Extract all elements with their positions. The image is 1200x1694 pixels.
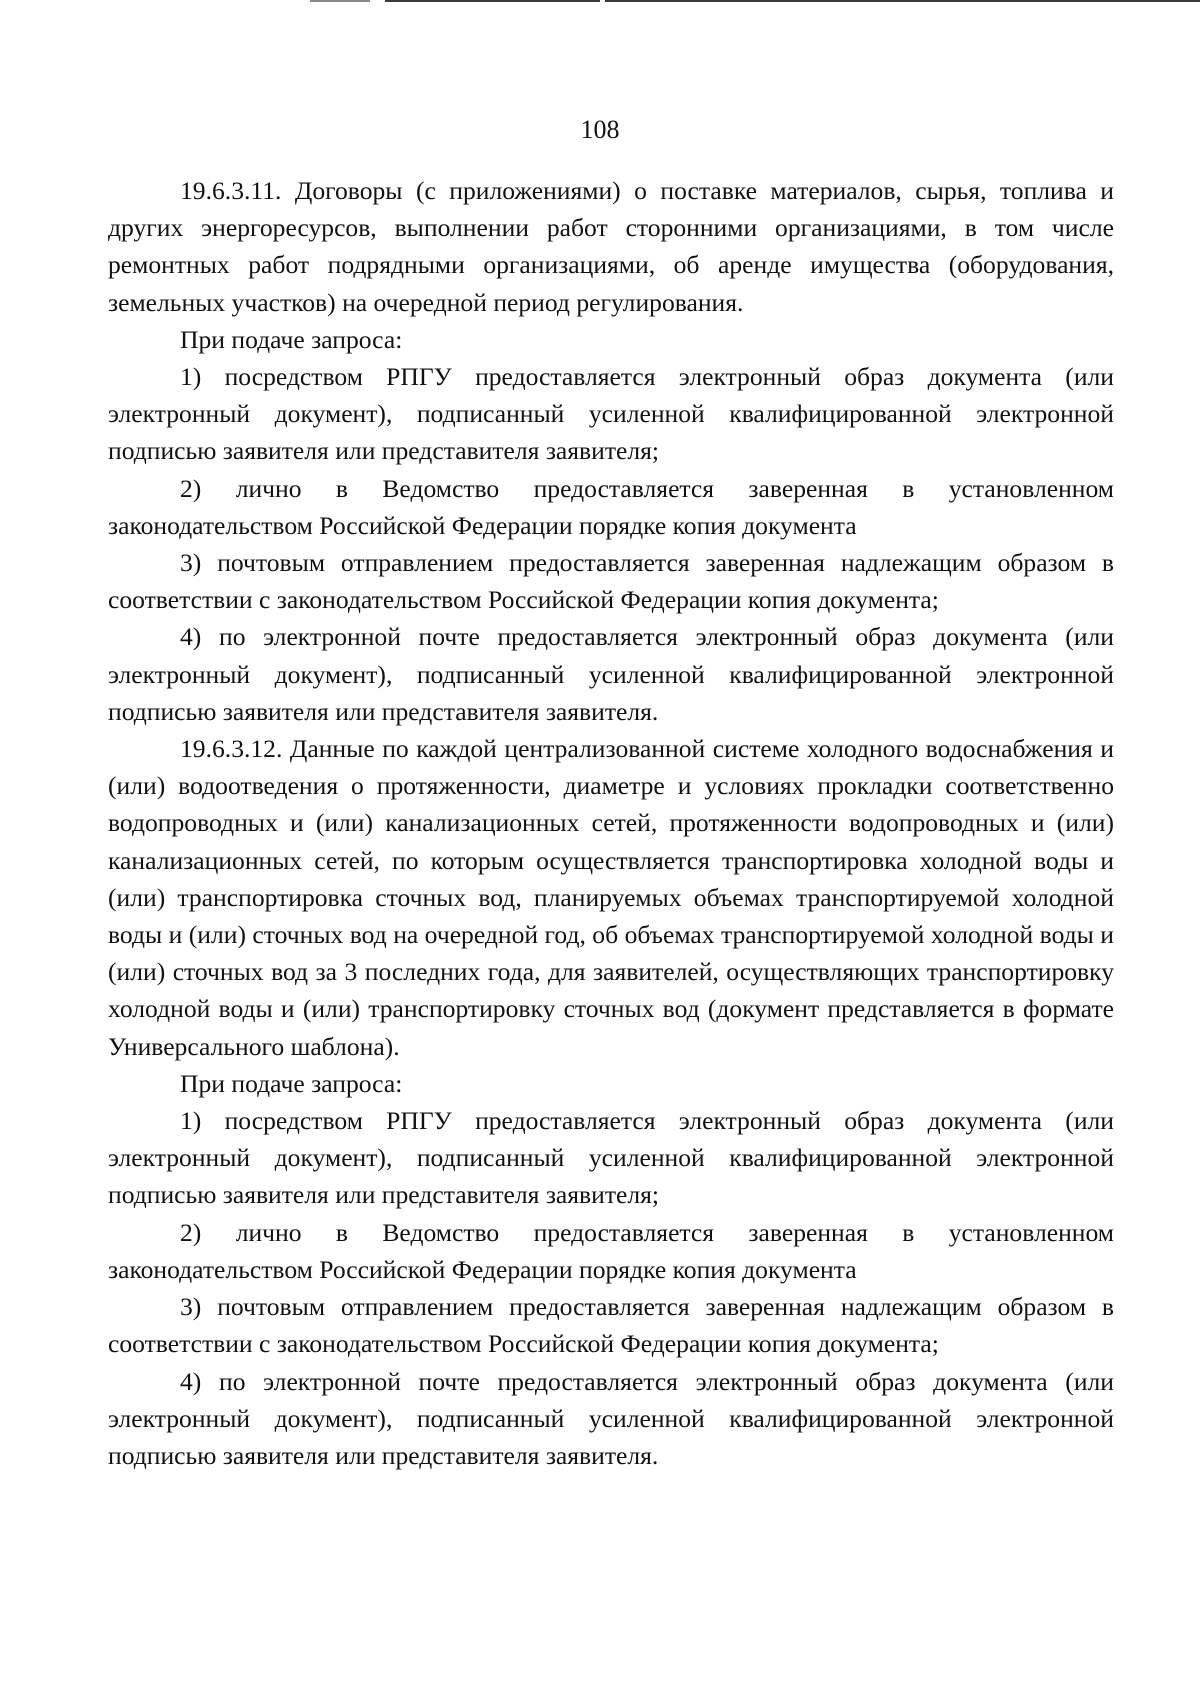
paragraph-request-intro: При подаче запроса: [180, 324, 403, 354]
document-body [108, 172, 1114, 1474]
page-number: 108 [580, 115, 620, 144]
list-item-postal: 3) почтовым отправлением предоставляется заверенная надлежащим образом в соответствии с законодательством Российской Федерации копия документа; [108, 1292, 1114, 1359]
list-item-rpgu: 1) посредством РПГУ предоставляется электронный образ документа (или электронный документ), подписанный усиленной квалифицированной электронной подписью заявителя или представителя заявителя; [108, 1106, 1114, 1210]
scan-edge-line [605, 0, 1200, 2]
list-item-in-person: 2) лично в Ведомство предоставляется заверенная в установленном законодательством Российской Федерации порядке копия документа [108, 473, 1114, 540]
scan-edge-line [385, 0, 600, 2]
list-item-postal: 3) почтовым отправлением предоставляется заверенная надлежащим образом в соответствии с законодательством Российской Федерации копия документа; [108, 548, 1114, 615]
list-item-rpgu: 1) посредством РПГУ предоставляется электронный образ документа (или электронный документ), подписанный усиленной квалифицированной электронной подписью заявителя или представителя заявителя; [108, 362, 1114, 466]
paragraph-19-6-3-11: 19.6.3.11. Договоры (с приложениями) о поставке материалов, сырья, топлива и других энергоресурсов, выполнении работ сторонними организациями, в том числе ремонтных работ подрядными организациями, об аренде имущества (оборудования, земельных участков) на очередной период регулирования. [108, 176, 1114, 317]
scan-edge-line [310, 0, 370, 2]
list-item-in-person: 2) лично в Ведомство предоставляется заверенная в установленном законодательством Российской Федерации порядке копия документа [108, 1217, 1114, 1284]
list-item-email: 4) по электронной почте предоставляется электронный образ документа (или электронный документ), подписанный усиленной квалифицированной электронной подписью заявителя или представителя заявителя. [108, 622, 1114, 726]
paragraph-request-intro: При подаче запроса: [180, 1068, 403, 1098]
paragraph-19-6-3-12: 19.6.3.12. Данные по каждой централизованной системе холодного водоснабжения и (или) водоотведения о протяженности, диаметре и условиях прокладки соответственно водопроводных и (или) канализационных сетей, протяженности водопроводных и (или) канализационных сетей, по которым осуществляется транспортировка холодной воды и (или) транспортировка сточных вод, планируемых объемах транспортируемой холодной воды и (или) сточных вод на очередной год, об объемах транспортируемой холодной воды и (или) сточных вод за 3 последних года, для заявителей, осуществляющих транспортировку холодной воды и (или) транспортировку сточных вод (документ представляется в формате Универсального шаблона). [108, 734, 1114, 1061]
list-item-email: 4) по электронной почте предоставляется электронный образ документа (или электронный документ), подписанный усиленной квалифицированной электронной подписью заявителя или представителя заявителя. [108, 1366, 1114, 1470]
